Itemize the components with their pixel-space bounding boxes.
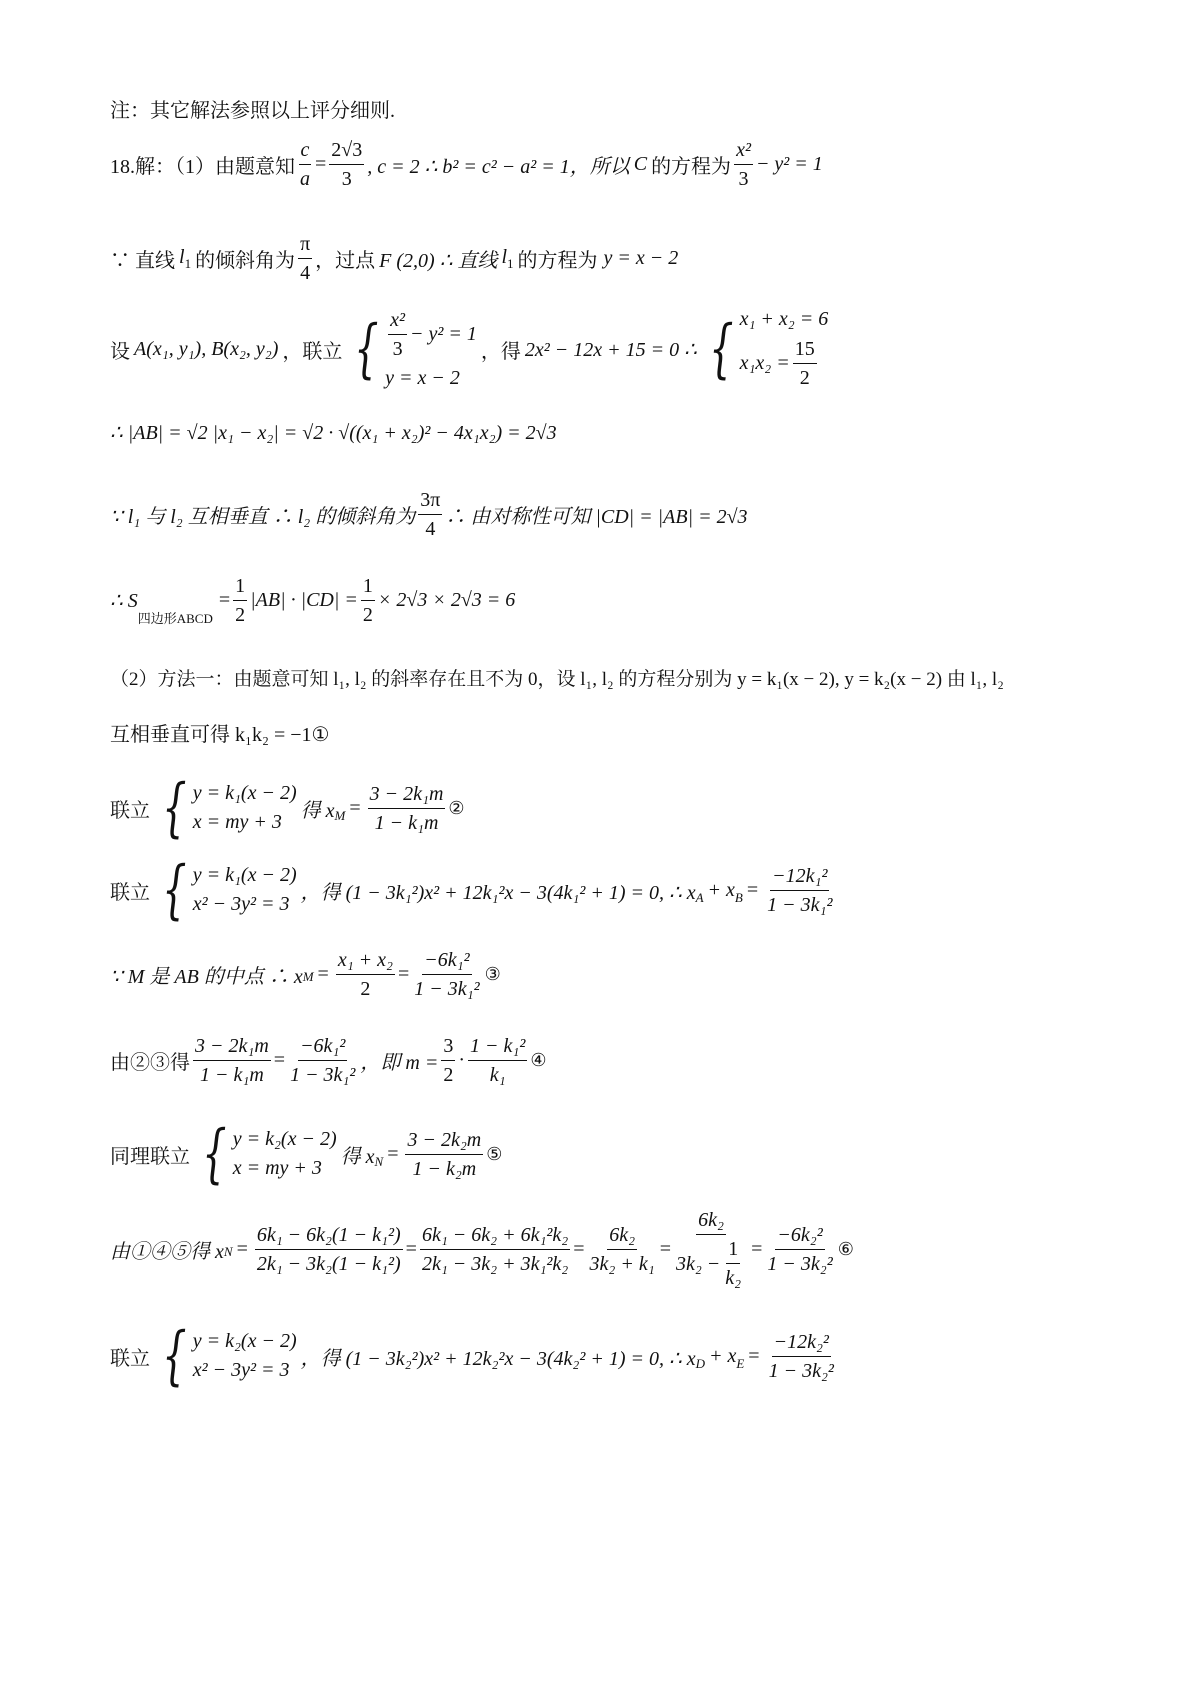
frac-den: 1 − k₁m	[200, 1064, 264, 1086]
q18-line-6	[110, 574, 515, 627]
brace: {	[354, 312, 379, 386]
line11-a: ∵ M 是 AB 的中点 ∴ x	[110, 966, 303, 988]
marker-6: ⑥	[837, 1238, 854, 1260]
eq-sign: =	[218, 589, 231, 611]
eq-sign: =	[397, 963, 410, 985]
sys-row1: y = k₁(x − 2)	[192, 864, 297, 886]
frac-xn	[405, 1128, 483, 1181]
system-2	[154, 771, 297, 845]
frac-den: k₁	[489, 1064, 506, 1086]
frac-num: 6k₁ − 6k₂ + 6k₁²k₂	[420, 1223, 570, 1250]
sub-N: N	[223, 1244, 233, 1259]
line2-eq: y = x − 2	[603, 247, 679, 269]
system-vieta	[701, 308, 828, 390]
line2-d: 的方程为	[517, 250, 598, 272]
sys1-row1: − y² = 1	[410, 323, 477, 345]
vieta-sum: x₁ + x₂ = 6	[739, 308, 829, 330]
frac-3-over-2	[441, 1034, 455, 1087]
line12-a: 由②③得	[110, 1052, 190, 1074]
frac-num: 6k₂	[696, 1208, 726, 1235]
line13-b: 得 x	[340, 1145, 375, 1168]
eq-sign: =	[317, 963, 329, 985]
brace: {	[708, 312, 734, 386]
frac-num: 1 − k₁²	[468, 1034, 527, 1061]
line2-c: ，过点	[315, 250, 376, 272]
q18-line-9	[110, 771, 465, 845]
eq-sign: =	[659, 1237, 671, 1260]
sys-row2: x = my + 3	[232, 1157, 322, 1179]
q18-line-10	[110, 853, 837, 927]
line2-a: ∵ 直线	[110, 250, 175, 272]
frac-den: 2k₁ − 3k₂(1 − k₁²)	[256, 1252, 401, 1275]
frac-midpoint	[336, 948, 395, 1001]
frac-xn-4	[674, 1208, 748, 1290]
line2-F: F (2,0) ∴ 直线	[379, 250, 498, 272]
frac-den: 2	[235, 604, 246, 626]
frac-den: 1 − 3k₂²	[767, 1252, 833, 1275]
system-5	[154, 1319, 297, 1393]
q18-line-1	[110, 138, 823, 191]
frac-den: 1 − k₂m	[412, 1157, 477, 1180]
frac-num: −12k₁²	[770, 864, 829, 891]
eq-sign: =	[273, 1049, 286, 1071]
frac-num: 3 − 2k₁m	[193, 1034, 271, 1061]
frac-x2-over-3	[734, 138, 753, 191]
sys-row1: y = k₂(x − 2)	[192, 1330, 297, 1352]
den-part: 3k₂ −	[675, 1252, 721, 1275]
eq-sign: =	[748, 1344, 760, 1367]
frac-15-over-2	[793, 337, 817, 390]
frac-num: 6k₁ − 6k₂(1 − k₁²)	[255, 1223, 403, 1250]
line12-c: ，即 m =	[360, 1052, 439, 1074]
q18-line-13	[110, 1117, 503, 1191]
frac-num: 15	[793, 337, 817, 364]
frac-num: 6k₂	[607, 1223, 637, 1250]
frac-xa-xb	[765, 864, 834, 917]
q18-line-15	[110, 1319, 839, 1393]
brace: {	[162, 771, 187, 845]
eq-sign: =	[573, 1237, 585, 1260]
frac-den: 2	[362, 604, 373, 626]
system-1	[346, 308, 476, 390]
frac-2sqrt3-over-3	[329, 138, 364, 191]
q18-line-11	[110, 948, 501, 1001]
system-3	[154, 853, 297, 927]
q18-line-5	[110, 488, 748, 541]
frac-den-nested	[674, 1235, 748, 1290]
eq-sign: =	[746, 878, 759, 901]
q18-head: 18.解：（1）由题意知	[110, 156, 295, 178]
frac-den: 2	[360, 978, 371, 1000]
line3-c: ，得	[480, 340, 521, 363]
frac-den: k₂	[725, 1267, 742, 1289]
frac-num: x²	[388, 308, 407, 335]
frac-num: −6k₁²	[422, 948, 471, 975]
ab-length: ∴ |AB| = √2 |x₁ − x₂| = √2 · √((x₁ + x₂)² − 4x₁x₂) = 2√3	[110, 422, 557, 444]
system-4	[194, 1117, 337, 1191]
line3-quadratic: 2x² − 12x + 15 = 0 ∴	[524, 338, 697, 361]
sys-row1: y = k₂(x − 2)	[232, 1128, 337, 1150]
line5-a: ∵ l₁ 与 l₂ 互相垂直 ∴ l₂ 的倾斜角为	[110, 506, 416, 528]
frac-num: c	[299, 138, 312, 165]
q18-rest2: 的方程为	[651, 156, 732, 178]
frac-den: 4	[425, 518, 436, 540]
eq-sign: =	[387, 1142, 399, 1165]
note-line	[110, 94, 395, 123]
brace: {	[162, 1319, 187, 1393]
line10-c: + x	[707, 878, 735, 901]
line2-b: 的倾斜角为	[195, 250, 296, 272]
sys-row1: y = k₁(x − 2)	[192, 782, 297, 804]
method-one-intro: （2）方法一：由题意可知 l₁, l₂ 的斜率存在且不为 0，设 l₁, l₂ 的方程分别为 y = k₁(x − 2), y = k₂(x − 2) 由 l₁, l₂	[110, 669, 1004, 690]
frac-num: −12k₂²	[772, 1330, 831, 1357]
line15-c: + x	[708, 1344, 737, 1367]
vieta-prod: x₁x₂ =	[739, 352, 790, 374]
frac-half	[233, 574, 247, 627]
sub-M: M	[334, 808, 346, 823]
frac-num: 1	[361, 574, 375, 601]
note-text: 注：其它解法参照以上评分细则.	[110, 100, 395, 122]
frac-num: 3π	[418, 488, 442, 515]
frac-num: 1	[726, 1237, 740, 1264]
label-lianli: 联立	[110, 1347, 150, 1370]
q18-line-7	[110, 664, 1004, 691]
frac-l12-1	[193, 1034, 271, 1087]
line5-b: ∴ 由对称性可知 |CD| = |AB| = 2√3	[445, 506, 748, 528]
frac-num: 1	[233, 574, 247, 601]
frac-den: 1 − 3k₂²	[768, 1359, 834, 1382]
frac-3pi-over-4	[418, 488, 442, 541]
frac-num: −6k₂²	[775, 1223, 824, 1250]
q18-line-14	[110, 1208, 854, 1290]
marker-2: ②	[448, 797, 465, 819]
q18-eq-end: − y² = 1	[755, 153, 823, 175]
l1-symbol-2: $l_1$	[501, 245, 514, 271]
eq-sign: =	[405, 1237, 417, 1260]
frac-den: 1 − k₁m	[374, 811, 439, 834]
q18-line-2	[110, 232, 678, 285]
frac-num: π	[298, 232, 312, 259]
sys-row2: x² − 3y² = 3	[192, 893, 290, 915]
sys-row2: x = my + 3	[192, 811, 282, 833]
frac-den: 3	[392, 338, 403, 360]
label-lianli: 联立	[110, 881, 150, 904]
brace: {	[202, 1117, 227, 1191]
eq-sign: =	[751, 1237, 763, 1260]
frac-den: 2	[443, 1064, 454, 1086]
l1-symbol: $l_1$	[179, 245, 192, 271]
frac-num: x₁ + x₂	[336, 948, 395, 975]
marker-4: ④	[530, 1050, 547, 1071]
frac-xn-1	[255, 1223, 403, 1276]
sys1-row2: y = x − 2	[385, 367, 460, 389]
frac-xn-5	[765, 1223, 834, 1276]
frac-xd-xe	[767, 1330, 836, 1383]
frac-m-expr	[468, 1034, 527, 1087]
sub-A: A	[695, 890, 704, 905]
frac-xm-result	[412, 948, 481, 1001]
area-subscript: 四边形ABCD	[137, 611, 213, 626]
line13-a: 同理联立	[110, 1145, 190, 1168]
line6-d: × 2√3 × 2√3 = 6	[377, 589, 516, 611]
q18-line-12	[110, 1034, 546, 1087]
frac-den: 3k₂ + k₁	[589, 1252, 655, 1275]
line6-a: ∴ S	[110, 590, 138, 612]
sub-D: D	[695, 1356, 705, 1371]
frac-1-over-k2	[723, 1237, 743, 1290]
sub-E: E	[736, 1356, 745, 1371]
frac-xn-3	[588, 1223, 657, 1276]
sub-M: M	[302, 969, 314, 984]
sys-row2: x² − 3y² = 3	[192, 1359, 290, 1381]
frac-pi-over-4	[298, 232, 312, 285]
label-lianli: 联立	[110, 799, 150, 822]
q18-line-4	[110, 420, 557, 445]
frac-l12-2	[288, 1034, 357, 1087]
frac-den: 1 − 3k₁²	[414, 978, 480, 1000]
eq-sign: =	[349, 796, 361, 819]
frac-num: 3	[441, 1034, 455, 1061]
frac-num: 2√3	[329, 138, 364, 165]
line3-a: 设	[110, 340, 130, 363]
brace: {	[162, 853, 187, 927]
frac-half-2	[361, 574, 375, 627]
sub-B: B	[734, 890, 743, 905]
eq-sign: =	[315, 153, 327, 175]
line3-points: A(x₁, y₁), B(x₂, y₂)	[134, 337, 279, 360]
frac-num: 3 − 2k₂m	[405, 1128, 483, 1155]
line14-a: 由①④⑤得 x	[110, 1240, 224, 1263]
dot: ·	[458, 1049, 466, 1071]
eq-sign: =	[236, 1237, 248, 1260]
frac-num: 3 − 2k₁m	[368, 782, 446, 809]
line15-b: ，得 (1 − 3k₂²)x² + 12k₂²x − 3(4k₂² + 1) = 0, ∴ x	[300, 1347, 696, 1370]
frac-den: 3	[341, 168, 352, 190]
frac-den: 3	[738, 168, 749, 190]
line6-c: |AB| · |CD| =	[250, 589, 358, 611]
line3-b: ，联立	[282, 340, 343, 363]
line9-b: 得 x	[300, 799, 335, 822]
line10-b: ，得 (1 − 3k₁²)x² + 12k₁²x − 3(4k₁² + 1) = 0, ∴ x	[300, 881, 696, 904]
perpendicular-condition: 互相垂直可得 k₁k₂ = −1①	[110, 724, 330, 746]
frac-den: 1 − 3k₁²	[767, 893, 833, 916]
frac-num: −6k₁²	[298, 1034, 347, 1061]
frac-xn-2	[420, 1223, 570, 1276]
marker-5: ⑤	[486, 1143, 503, 1165]
frac-x2-over-3	[388, 308, 407, 361]
q18-rest1: , c = 2 ∴ b² = c² − a² = 1，所以	[367, 156, 630, 178]
marker-3: ③	[484, 964, 501, 985]
sub-N: N	[374, 1154, 384, 1169]
frac-den: 4	[300, 262, 311, 284]
frac-den: 2k₁ − 3k₂ + 3k₁²k₂	[421, 1252, 569, 1275]
frac-den: 2	[799, 367, 810, 389]
q18-line-3	[110, 308, 832, 390]
frac-den: 1 − 3k₁²	[290, 1064, 356, 1086]
frac-den: a	[300, 168, 310, 190]
frac-xm	[368, 782, 446, 835]
q18-line-8	[110, 718, 329, 747]
frac-num: x²	[734, 138, 753, 165]
frac-c-over-a	[298, 138, 312, 191]
q18-C: C	[633, 153, 648, 175]
